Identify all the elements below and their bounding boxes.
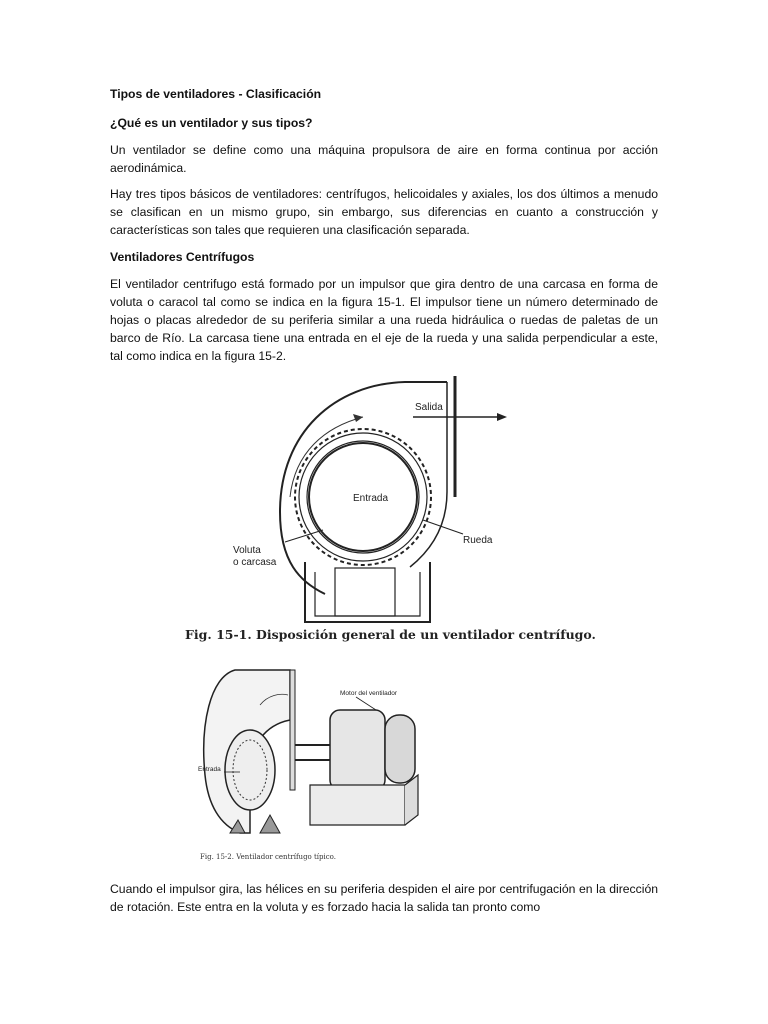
figure2-label-entrada: Entrada: [198, 766, 221, 773]
question-heading: ¿Qué es un ventilador y sus tipos?: [110, 116, 313, 130]
centrifugal-fan-diagram: [185, 372, 605, 627]
typical-fan-illustration: [190, 665, 490, 850]
figure2-label-motor: Motor del ventilador: [340, 690, 398, 697]
figure1-caption: Fig. 15-1. Disposición general de un ventilador centrífugo.: [185, 627, 596, 642]
figure1-label-voluta: Voluta: [233, 545, 261, 556]
figure1-label-carcasa: o carcasa: [233, 557, 277, 568]
figure-15-1: [185, 372, 605, 657]
figure2-caption: Fig. 15-2. Ventilador centrífugo típico.: [200, 853, 336, 861]
document-title: Tipos de ventiladores - Clasificación: [110, 87, 322, 101]
figure1-label-salida: Salida: [415, 402, 443, 413]
figure-15-2: [190, 665, 490, 870]
paragraph-definition: Un ventilador se define como una máquina propulsora de aire en forma continua por acción aerodinámica.: [110, 143, 658, 175]
figure1-label-entrada: Entrada: [353, 493, 389, 504]
paragraph-centrifugal: El ventilador centrifugo está formado por un impulsor que gira dentro de una carcasa en forma de voluta o caracol tal como se indica en la figura 15-1. El impulsor tiene un número determinado de hojas o placas alrededor de su periferia similar a una rueda hidráulica o ruedas de paletas de un barco de Río. La carcasa tiene una entrada en el eje de la rueda y una salida perpendicular a este, tal como indica en la figura 15-2.: [110, 277, 658, 363]
paragraph-types: Hay tres tipos básicos de ventiladores: centrífugos, helicoidales y axiales, los dos últimos a menudo se clasifican en un mismo grupo, sin embargo, sus diferencias en cuanto a construcción y características son tales que requieren una clasificación separada.: [110, 187, 658, 237]
figure1-label-rueda: Rueda: [463, 535, 493, 546]
section-heading-centrifugos: Ventiladores Centrífugos: [110, 250, 255, 264]
paragraph-operation: Cuando el impulsor gira, las hélices en su periferia despiden el aire por centrifugación en la dirección de rotación. Este entra en la voluta y es forzado hacia la salida tan pronto como: [110, 882, 658, 914]
